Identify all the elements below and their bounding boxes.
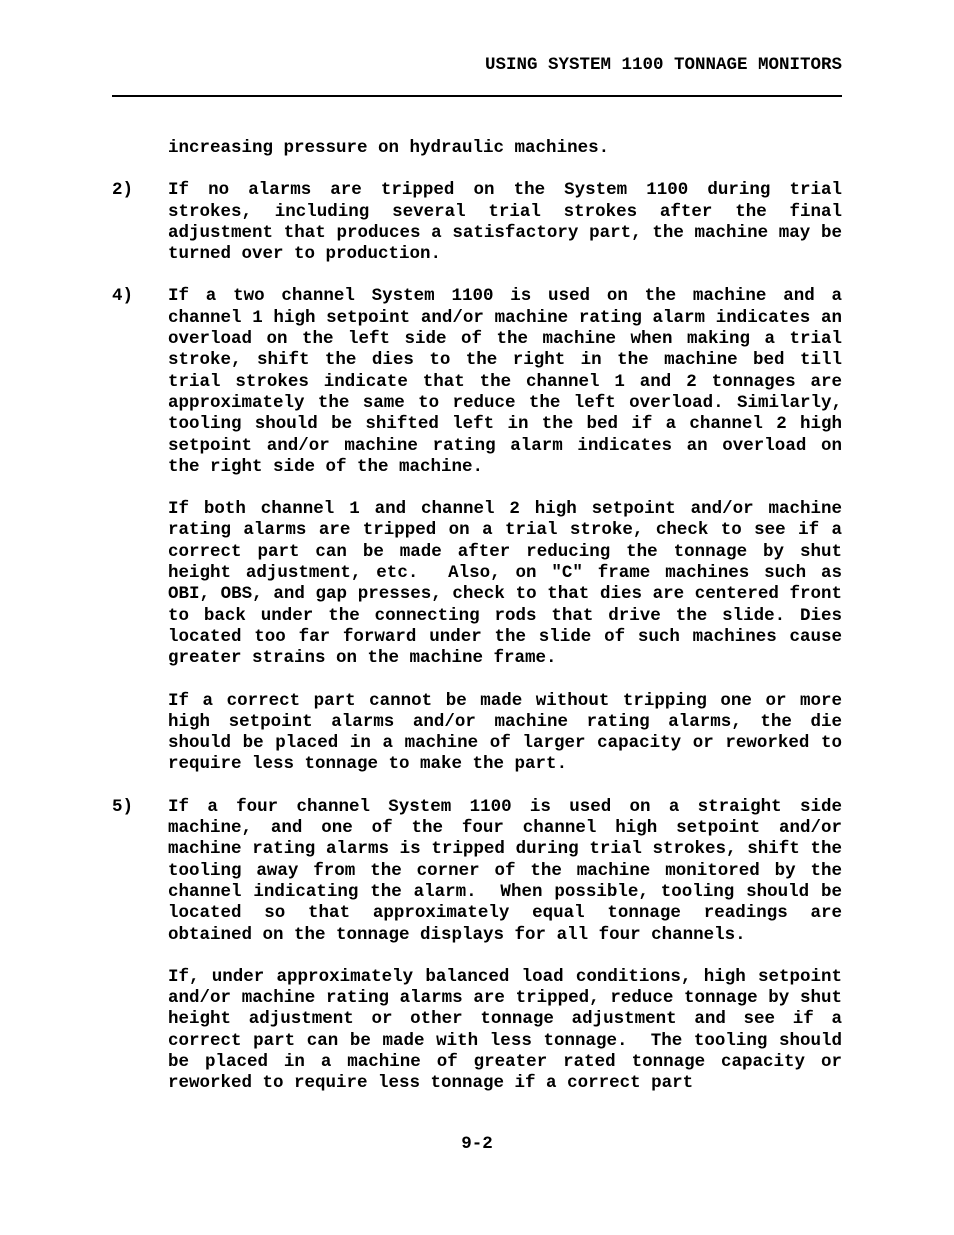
- paragraph: If a correct part cannot be made without tripping one or more high setpoint alarms and/or machine rating alarms, the die should be placed in a machine of larger capacity or reworked to require less tonnage to make the part.: [168, 690, 853, 775]
- paragraph: If a two channel System 1100 is used on the machine and a channel 1 high setpoint and/or machine rating alarm indicates an overload on the left side of the machine when making a trial stroke, shift the dies to the right in the machine bed till trial strokes indicate that the channel 1 and 2 tonnages are approximately the same to reduce the left overload. Similarly, tooling should be shifted left in the bed if a channel 2 high setpoint and/or machine rating alarm indicates an overload on the right side of the machine.: [168, 286, 853, 477]
- list-number: 2): [112, 180, 134, 201]
- page-number: 9-2: [461, 1134, 493, 1154]
- list-item: [112, 796, 853, 1095]
- page-body: [112, 138, 853, 1116]
- list-number-blank: [112, 138, 168, 159]
- list-item-body: [168, 180, 853, 265]
- paragraph: If no alarms are tripped on the System 1100 during trial strokes, including several trial strokes after the final adjustment that produces a satisfactory part, the machine may be turned over to production.: [168, 180, 853, 265]
- list-item-body: [168, 286, 853, 775]
- header-rule: [112, 95, 842, 97]
- running-header: USING SYSTEM 1100 TONNAGE MONITORS: [484, 55, 842, 75]
- paragraph: If a four channel System 1100 is used on a straight side machine, and one of the four channel high setpoint and/or machine rating alarms is tripped during trial strokes, shift the tooling away from the corner of the machine monitored by the channel indicating the alarm. When possible, tooling should be located so that approximately equal tonnage readings are obtained on the tonnage displays for all four channels.: [168, 796, 853, 945]
- paragraph: If, under approximately balanced load conditions, high setpoint and/or machine rating alarms are tripped, reduce tonnage by shut height adjustment or other tonnage adjustment and see if a correct part can be made with less tonnage. The tooling should be placed in a machine of greater rated tonnage capacity or reworked to require less tonnage if a correct part: [168, 966, 853, 1094]
- list-item: [112, 286, 853, 775]
- paragraph: increasing pressure on hydraulic machines.: [168, 138, 610, 158]
- list-number: 4): [112, 286, 134, 307]
- paragraph: If both channel 1 and channel 2 high setpoint and/or machine rating alarms are tripped on a trial stroke, check to see if a correct part can be made after reducing the tonnage by shut height adjustment, etc. Also, on "C" frame machines such as OBI, OBS, and gap presses, check to that dies are centered front to back under the connecting rods that drive the slide. Dies located too far forward under the slide of such machines cause greater strains on the machine frame.: [168, 499, 853, 669]
- list-number: 5): [112, 796, 134, 817]
- list-item-body: [168, 138, 842, 159]
- intro-continuation: [112, 138, 842, 159]
- list-item: [112, 180, 853, 265]
- list-item-body: [168, 796, 853, 1095]
